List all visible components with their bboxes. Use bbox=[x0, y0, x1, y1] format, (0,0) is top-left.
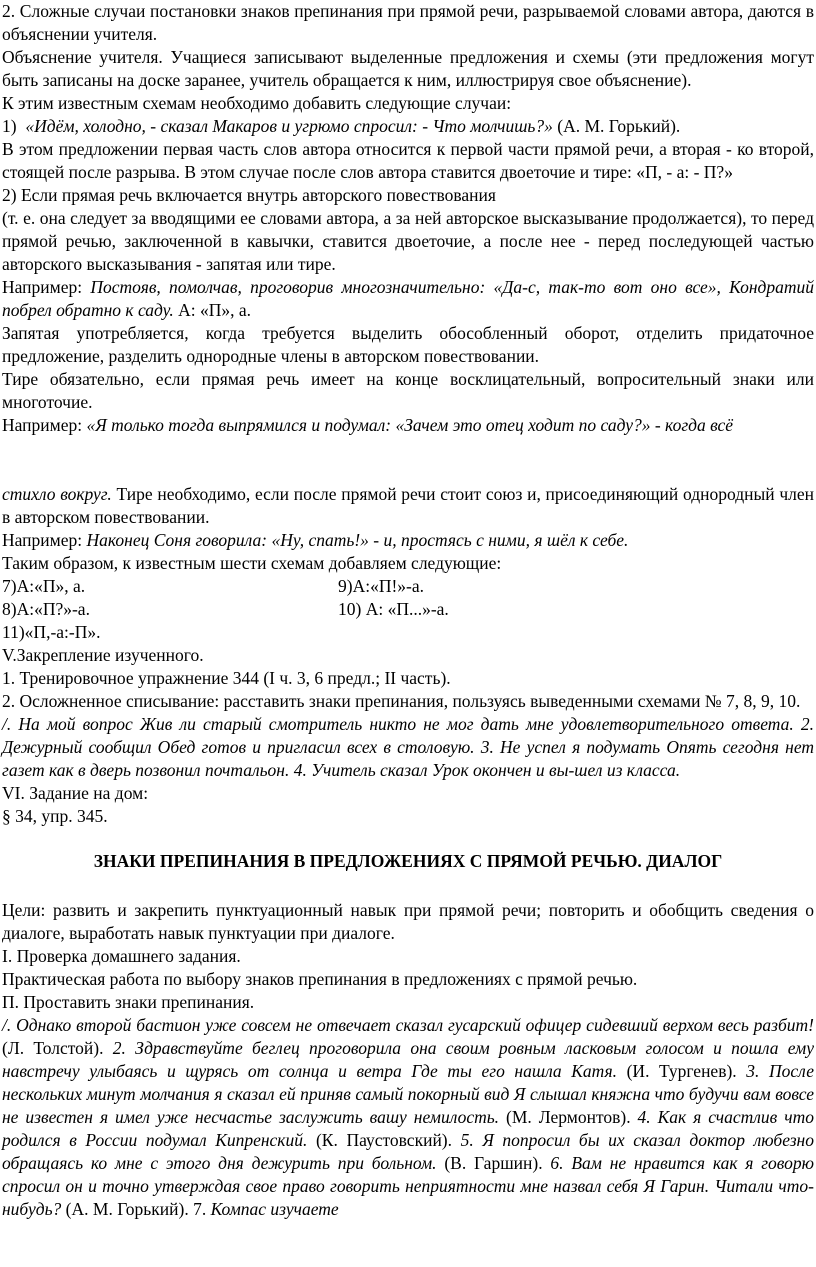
example-lead: Например: bbox=[2, 530, 87, 550]
example-3 bbox=[2, 529, 814, 552]
case-number: 1) bbox=[2, 116, 17, 136]
section-title: П. Проставить знаки препинания. bbox=[2, 992, 255, 1012]
paragraph: Запятая употребляется, когда требуется выделить обособленный оборот, отделить придаточное предложение, разделить однородные члены в авторском повествовании. bbox=[2, 323, 814, 366]
scheme-row bbox=[2, 598, 814, 621]
exercise-item: 3. После нескольких минут молчания я сказал ей приняв самый покорный вид Я слышал княжна что будучи вам вовсе не известен я имел уже несчастье заслужить вашу немилость. bbox=[2, 1061, 814, 1127]
example-2 bbox=[2, 414, 814, 437]
section-title: V.Закрепление изученного. bbox=[2, 645, 204, 665]
exercise-text: /. На мой вопрос Жив ли старый смотритель никто не мог дать мне удовлетворительного ответа. 2. Дежурный сообщил Обед готов и пригласил всех в столовую. 3. Не успел я подумать Опять сегодня нет газет как в дверь позвонил почтальон. 4. Учитель сказал Урок окончен и вы-шел из класса. bbox=[2, 714, 814, 780]
exercise-author: (И. Тургенев). bbox=[617, 1061, 747, 1081]
example-text: «Я только тогда выпрямился и подумал: «Зачем это отец ходит по саду?» - когда всё bbox=[86, 415, 734, 435]
paragraph: В этом предложении первая часть слов автора относится к первой части прямой речи, а вторая - ко второй, стоящей после разрыва. В этом случае после слов автора ставится двоеточие и тире: «П, - а: - П?» bbox=[2, 139, 814, 182]
example-scheme: А: «П», а. bbox=[173, 300, 251, 320]
paragraph-text: Тире необходимо, если после прямой речи стоит союз и, присоединяющий однородный член в авторском повествовании. bbox=[2, 484, 814, 527]
section-title: I. Проверка домашнего задания. bbox=[2, 946, 241, 966]
example-1 bbox=[2, 276, 814, 322]
scheme-row bbox=[2, 575, 814, 598]
example-lead: Например: bbox=[2, 415, 87, 435]
lesson-heading: ЗНАКИ ПРЕПИНАНИЯ В ПРЕДЛОЖЕНИЯХ С ПРЯМОЙ РЕЧЬЮ. ДИАЛОГ bbox=[93, 851, 723, 871]
scheme-10: 10) А: «П...»-а. bbox=[338, 599, 449, 619]
example-text: Постояв, помолчав, проговорив многозначительно: «Да-с, так-то вот оно все», Кондратий побрел обратно к саду. bbox=[2, 277, 815, 320]
paragraph: Практическая работа по выбору знаков препинания в предложениях с прямой речью. bbox=[2, 969, 638, 989]
exercise-author: (А. М. Горький). 7. bbox=[61, 1199, 211, 1219]
page-gap bbox=[2, 437, 814, 483]
exercise-author: (В. Гаршин). bbox=[436, 1153, 551, 1173]
scheme-8: 8)А:«П?»-а. bbox=[2, 599, 90, 619]
exercise-item: 6. Вам не нравится как я говорю спросил он и точно утверждая свое право говорить неприятности мне назвал себя Я Гарин. Читали что-нибудь? bbox=[2, 1153, 815, 1219]
exercise-item: /. Однако второй бастион уже совсем не отвечает сказал гусарский офицер сидевший верхом весь разбит! bbox=[2, 1015, 814, 1035]
example-text: Наконец Соня говорила: «Ну, спать!» - и, простясь с ними, я шёл к себе. bbox=[86, 530, 629, 550]
list-item: 1. Тренировочное упражнение 344 (I ч. 3, 6 предл.; II часть). bbox=[2, 668, 451, 688]
case-2: 2) Если прямая речь включается внутрь авторского повествования bbox=[2, 185, 496, 205]
exercise-list bbox=[2, 1014, 814, 1221]
exercise-item: 4. Как я счастлив что родился в России подумал Кипренский. bbox=[2, 1107, 814, 1150]
example-text: стихло вокруг. bbox=[2, 484, 112, 504]
homework-task: § 34, упр. 345. bbox=[2, 806, 108, 826]
exercise-item: 5. Я попросил бы их сказал доктор любезно обращаясь ко мне с этого дня дежурить при больном. bbox=[2, 1130, 814, 1173]
scheme-9: 9)А:«П!»-а. bbox=[338, 576, 425, 596]
paragraph: 2. Сложные случаи постановки знаков препинания при прямой речи, разрываемой словами автора, даются в объяснении учителя. bbox=[2, 1, 814, 44]
scheme-11: 11)«П,-а:-П». bbox=[2, 622, 101, 642]
paragraph: К этим известным схемам необходимо добавить следующие случаи: bbox=[2, 93, 512, 113]
paragraph: Тире обязательно, если прямая речь имеет на конце восклицательный, вопросительный знаки или многоточие. bbox=[2, 369, 814, 412]
example-text: «Идём, холодно, - сказал Макаров и угрюмо спросил: - Что молчишь?» bbox=[25, 116, 553, 136]
example-author: (А. М. Горький). bbox=[552, 116, 681, 136]
paragraph: (т. е. она следует за вводящими ее словами автора, а за ней авторское высказывание продолжается), то перед прямой речью, заключенной в кавычки, ставится двоеточие, а после нее - перед последующей частью авторского высказывания - запятая или тире. bbox=[2, 208, 814, 274]
exercise-author: (К. Паустовский). bbox=[307, 1130, 461, 1150]
section-title: VI. Задание на дом: bbox=[2, 783, 149, 803]
case-1 bbox=[2, 115, 814, 138]
exercise-author: (Л. Толстой). bbox=[2, 1038, 113, 1058]
exercise-item: Компас изучаете bbox=[210, 1199, 339, 1219]
exercise-author: (М. Лермонтов). bbox=[499, 1107, 638, 1127]
list-item: 2. Осложненное списывание: расставить знаки препинания, пользуясь выведенными схемами № 7, 8, 9, 10. bbox=[2, 691, 801, 711]
paragraph: Таким образом, к известным шести схемам добавляем следующие: bbox=[2, 553, 502, 573]
paragraph: Объяснение учителя. Учащиеся записывают выделенные предложения и схемы (эти предложения могут быть записаны на доске заранее, учитель обращается к ним, иллюстрируя свое объяснение). bbox=[2, 47, 814, 90]
example-2-continued bbox=[2, 483, 814, 529]
scheme-7: 7)А:«П», а. bbox=[2, 576, 86, 596]
lesson-goals: Цели: развить и закрепить пунктуационный навык при прямой речи; повторить и обобщить сведения о диалоге, выработать навык пунктуации при диалоге. bbox=[2, 900, 814, 943]
exercise-item: 2. Здравствуйте беглец проговорила она своим ровным ласковым голосом и пошла ему навстречу улыбаясь и щурясь от солнца и ветра Где ты его нашла Катя. bbox=[2, 1038, 814, 1081]
example-lead: Например: bbox=[2, 277, 91, 297]
